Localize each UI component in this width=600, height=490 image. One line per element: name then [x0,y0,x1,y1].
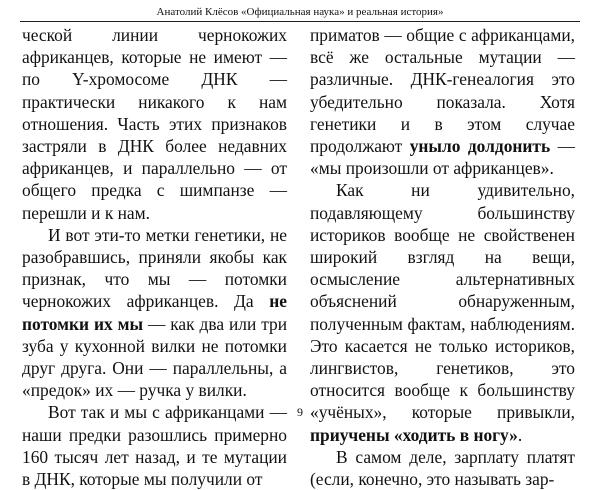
right-paragraph-2-text-b: . [517,424,523,445]
running-header: Анатолий Клёсов «Официальная наука» и реальная история» [20,6,580,22]
left-text-column [22,24,287,490]
right-paragraph-2-emphasis: приучены «ходить в ногу» [310,424,518,445]
right-text-column [310,24,575,490]
left-paragraph-2-text-b: — как два или три зуба у кухонной вилки не потомки друг друга. Они — параллельны, а «предок» их — ручка у вилки. [22,313,288,401]
right-paragraph-1-text-a: приматов — общие с африканцами, всё же остальные мутации — различные. ДНК-генеалогия это убедительно показала. Хотя генетики и в этом случае продолжают [310,25,575,157]
right-paragraph-1-text-b: — «мы произошли от африканцев». [310,136,575,179]
right-paragraph-1-emphasis: уныло долдонить [409,136,551,157]
right-paragraph-1 [310,24,575,179]
left-paragraph-2 [22,224,287,402]
left-paragraph-3: Вот так и мы с африканцами — наши предки разошлись примерно 160 тысяч лет назад, и те мутации в ДНК, которые мы получили от [22,402,287,490]
right-paragraph-2-text-a: Как ни удивительно, подавляющему большинству историков вообще не свойственен широкий взгляд на вещи, осмысление альтернативных объяснений обнаруженным, полученным фактам, наблюдениям. Это касается не только историков, лингвистов, генетиков, это относится вообще к большинству «учёных», которые привыкли, [310,180,575,423]
left-paragraph-2-emphasis: не потомки их мы [22,291,287,334]
page-number: 9 [297,405,303,419]
right-paragraph-3: В самом деле, зарплату платят (если, конечно, это называть зар- [310,446,575,490]
left-paragraph-2-text-a: И вот эти-то метки генетики, не разобравшись, приняли якобы как признак, что мы — потомки чернокожих африканцев. Да [22,224,287,312]
left-paragraph-1: ческой линии чернокожих африканцев, которые не имеют — по Y-хромосоме ДНК — практически никакого к нам отношения. Часть этих признаков застряли в ДНК более недавних африканцев, и параллельно — от общего предка с шимпанзе — перешли и к нам. [22,25,287,223]
